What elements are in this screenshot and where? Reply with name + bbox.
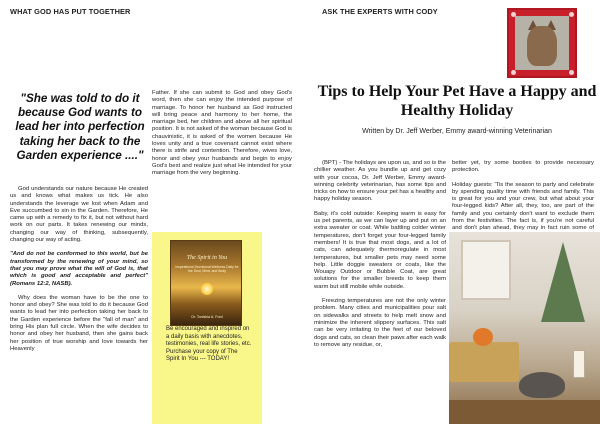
lantern xyxy=(573,350,585,378)
paragraph: God understands our nature because He created us and knows what makes us tick. He also understands the leverage we lost when Adam and Eve succumbed to sin in the Garden. Therefore, He came up with a remedy to fix it, but not without hard work on our parts. It takes renewing our minds, changing our way of thinking, subsequently, changing our way of acting. xyxy=(10,186,148,244)
holiday-cat-photo xyxy=(449,232,600,424)
paw-print-icon xyxy=(511,70,516,75)
floor xyxy=(449,400,600,424)
dog-photo-inner xyxy=(515,16,569,70)
paw-print-icon xyxy=(569,12,574,17)
article-column-2 xyxy=(152,90,292,185)
pull-quote: "She was told to do it because God wants to lead her into perfection taking her back to the Garden experience ...." xyxy=(15,92,145,162)
paw-print-icon xyxy=(569,70,574,75)
right-page xyxy=(304,0,600,424)
paragraph: Why does the woman have to be the one to honor and obey? She was told to do it because God wants to lead her into perfection taking her back to the Garden experience before the "fall of man" and bring His plan full circle. When the wife decides to honor and obey her husband, then she gains back her position of true worship and love towards her Heavenly xyxy=(10,294,148,352)
paragraph: Father. If she can submit to God and obey God's word, then she can enjoy the intended purpose of marriage. To honor her husband as God instructed will bring peace and harmony to her home, the marriage bed, her children and above all her spiritual position. It is not asked of the woman because God is chauvinistic, it is asked of the women because He loves unity and a true covenant cannot exist where there is strife and contention. Therefore, wives love, honor and obey your husbands and begin to enjoy God's best and realize just what He intended for your marriage from the very beginning. xyxy=(152,90,292,177)
article-title: Tips to Help Your Pet Have a Happy and Healthy Holiday xyxy=(317,83,597,119)
sunrise-graphic xyxy=(201,283,213,295)
scripture-quote: "And do not be conformed to this world, but be transformed by the renewing of your mind, so that you may prove what the will of God is, that which is good and acceptable and perfect" (Romans 12:2, NASB). xyxy=(10,251,148,287)
ad-text: Be encouraged and inspired on a daily basis with anecdotes, testimonies, real life stories, etc. Purchase your copy of The Spirit In You --- TODAY! xyxy=(166,326,252,363)
cat-figure xyxy=(519,372,565,398)
book-title: The Spirit in You xyxy=(186,255,228,261)
paragraph: better yet, try some booties to provide necessary protection. xyxy=(452,160,594,174)
paragraph: (BPT) - The holidays are upon us, and so is the chillier weather. As you bundle up and get cozy with your cocoa, Dr. Jeff Werber, Emmy award-winning celebrity veterinarian, has some tips and tricks on how to ensure your pet has a healthy and happy holiday season. xyxy=(314,160,446,203)
book-advertisement[interactable] xyxy=(152,232,262,424)
dog-photo xyxy=(507,8,577,78)
paragraph: Holiday guests: 'Tis the season to party and celebrate by spending quality time with friends and family. This is great for you and your crew, but what about your four-legged kids? After all, they, too, are part of the family and you certainly don't want to exclude them from the festivities. The fact is, if you're not careful and don't plan ahead, they may in fact ruin some of xyxy=(452,181,594,232)
book-cover-image xyxy=(170,240,242,326)
page-gutter xyxy=(296,0,304,424)
hay-bale xyxy=(449,342,519,382)
section-header: ASK THE EXPERTS WITH CODY xyxy=(322,7,438,16)
pumpkin xyxy=(473,328,493,346)
dog-figure xyxy=(527,26,557,66)
section-header: WHAT GOD HAS PUT TOGETHER xyxy=(10,7,131,16)
book-subtitle: Inspirational Devotional Wellness Daily for the Soul, Mind, and Body xyxy=(175,265,239,273)
window xyxy=(461,240,511,300)
christmas-tree xyxy=(541,242,585,322)
article-column-1 xyxy=(314,160,446,356)
article-byline: Written by Dr. Jeff Werber, Emmy award-winning Veterinarian xyxy=(362,128,552,135)
paragraph: Freezing temperatures are not the only winter problem. Many cities and municipalities pour salt on sidewalks and streets to help melt snow and minimize the inherent slippery surfaces. This salt can be very irritating to the feet of our beloved dogs and cats, so clean their paws after each walk to remove any residue, or, xyxy=(314,298,446,348)
paragraph: Baby, it's cold outside: Keeping warm is easy for us pet parents, as we can layer up and put on an extra sweater or coat. While battling colder winter temperatures, don't forget your four-legged family members! It is true that most dogs, and a lot of cats, can adequately thermoregulate in most temperatures, but smaller pets may need some help. Little doggie sweaters or coats, like the Wouapy Outdoor or Bubble Coat, are great solutions for the smaller breeds to keep them warm but still mobile while outside. xyxy=(314,210,446,290)
article-column-1 xyxy=(10,186,148,360)
left-page xyxy=(0,0,296,424)
book-author: Dr. Tonishia A. Ford xyxy=(191,315,223,319)
